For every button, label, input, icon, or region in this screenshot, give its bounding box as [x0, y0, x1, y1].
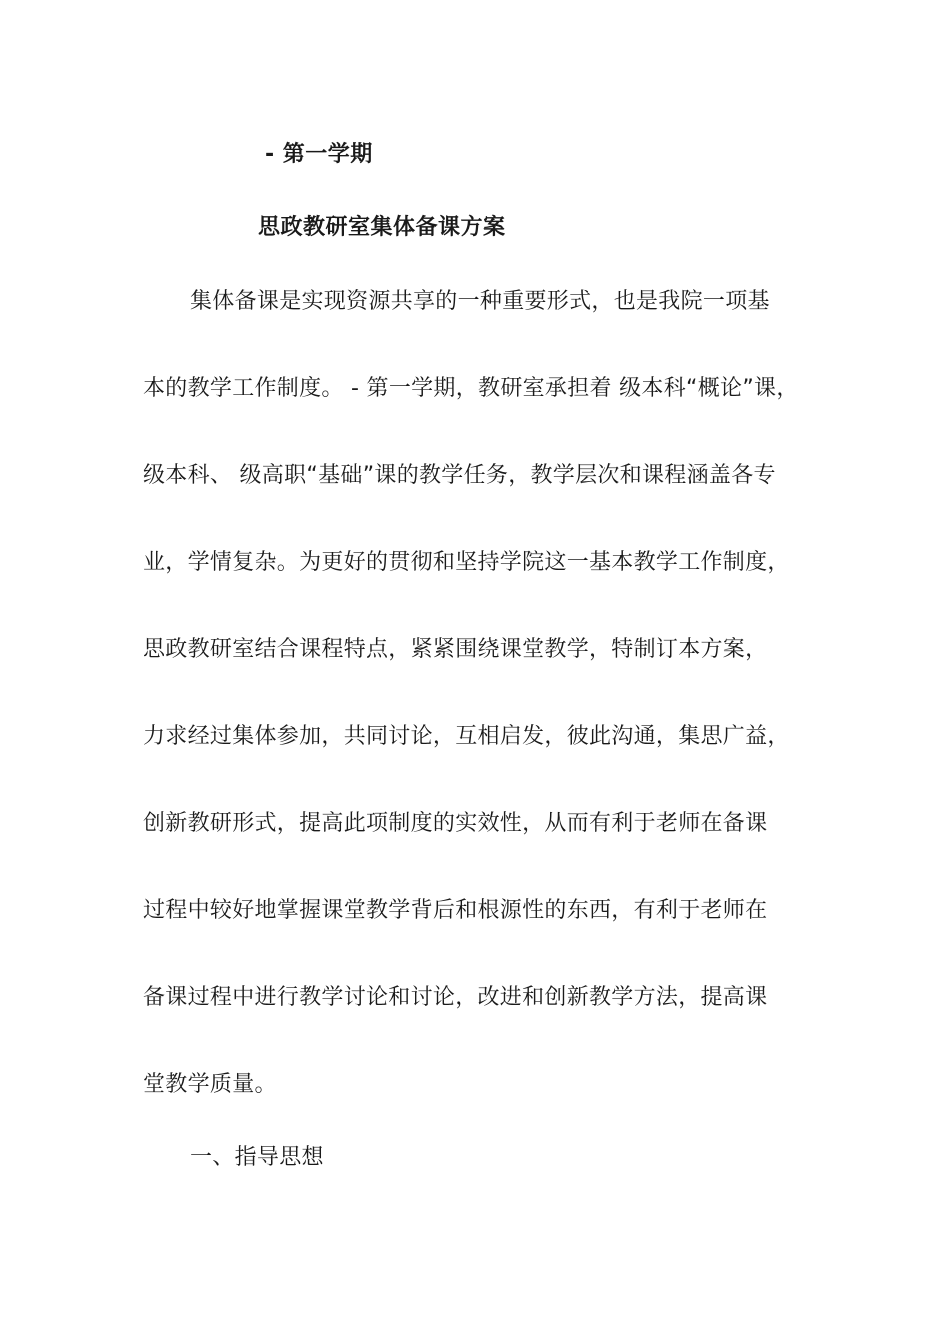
intro-line: 集体备课是实现资源共享的一种重要形式，也是我院一项基 — [190, 289, 770, 314]
intro-line: 级本科、 级高职“基础”课的教学任务，教学层次和课程涵盖各专 — [143, 463, 776, 488]
section-heading: 一、指导思想 — [190, 1145, 324, 1170]
intro-line: 业，学情复杂。为更好的贯彻和坚持学院这一基本教学工作制度， — [143, 550, 790, 575]
intro-line: 力求经过集体参加，共同讨论，互相启发，彼此沟通，集思广益， — [143, 724, 790, 749]
intro-line: 创新教研形式，提高此项制度的实效性，从而有利于老师在备课 — [143, 811, 768, 836]
document-title: 思政教研室集体备课方案 — [258, 215, 506, 240]
intro-line: 堂教学质量。 — [143, 1072, 277, 1097]
intro-line: 过程中较好地掌握课堂教学背后和根源性的东西，有利于老师在 — [143, 898, 768, 923]
intro-line: 备课过程中进行教学讨论和讨论，改进和创新教学方法，提高课 — [143, 985, 768, 1010]
intro-line: 本的教学工作制度。 - 第一学期，教研室承担着 级本科“概论”课， — [143, 376, 799, 401]
semester-heading: - 第一学期 — [265, 142, 373, 167]
intro-line: 思政教研室结合课程特点，紧紧围绕课堂教学，特制订本方案， — [143, 637, 768, 662]
